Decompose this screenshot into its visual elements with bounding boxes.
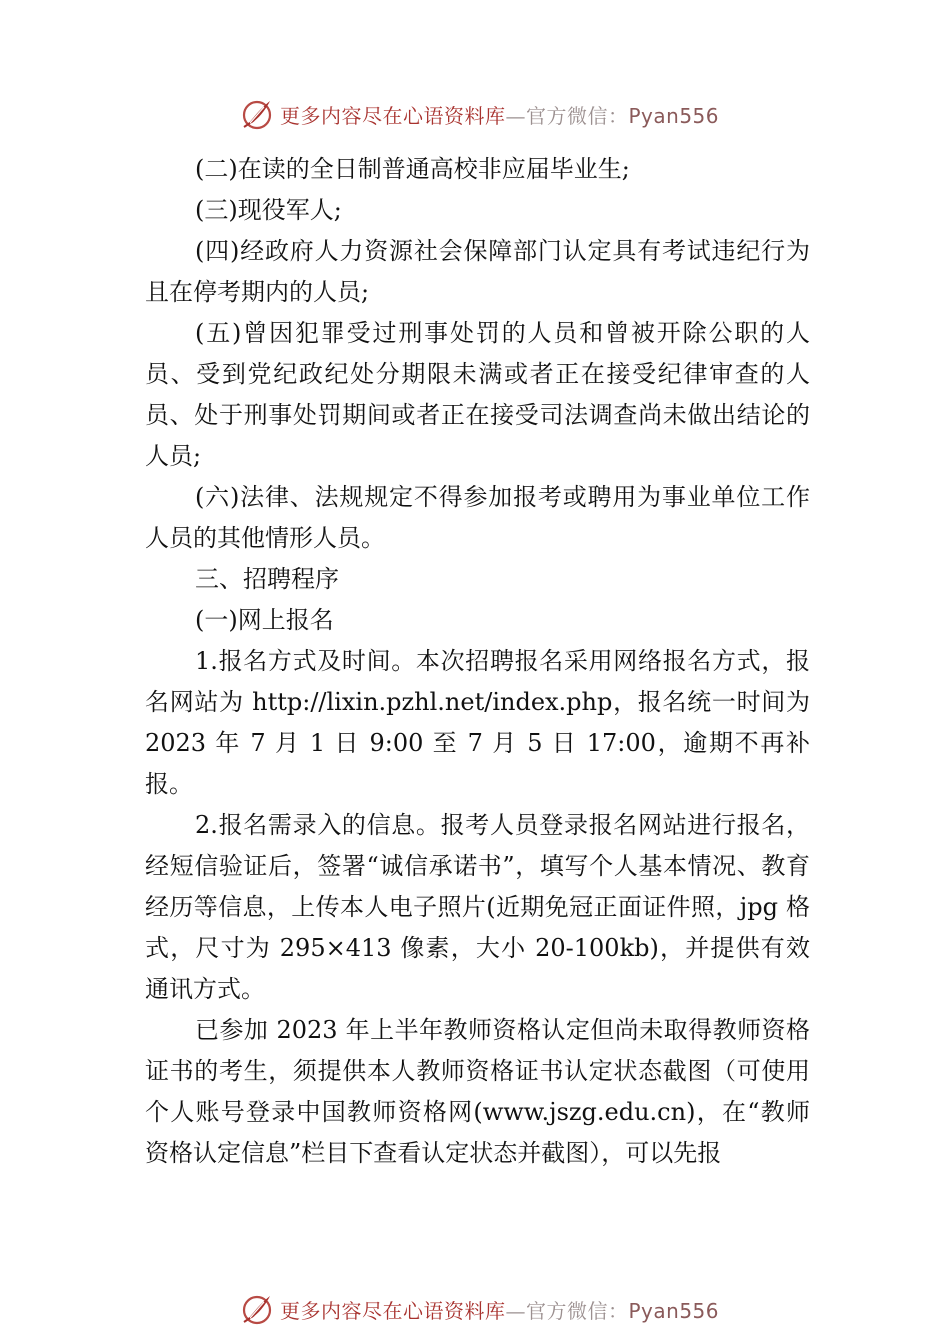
watermark-wechat-id: Pyan556: [628, 103, 720, 128]
paragraph-teacher-qualification: 已参加 2023 年上半年教师资格认定但尚未取得教师资格证书的考生，须提供本人教师资格证书认定状态截图（可使用个人账号登录中国教师资格网(www.jszg.edu.cn)，在“教师资格认定信息”栏目下查看认定状态并截图），可以先报: [145, 1016, 810, 1167]
footer-watermark: [240, 1292, 719, 1326]
paragraph-registration-info: 2.报名需录入的信息。报考人员登录报名网站进行报名，经短信验证后，签署“诚信承诺书”，填写个人基本情况、教育经历等信息，上传本人电子照片(近期免冠正面证件照，jpg 格式，尺寸为 295×413 像素，大小 20-100kb)，并提供有效通讯方式。: [145, 811, 810, 1003]
watermark-brand: 更多内容尽在心语资料库: [280, 1298, 506, 1323]
paragraph-registration-method: 1.报名方式及时间。本次招聘报名采用网络报名方式，报名网站为 http://lixin.pzhl.net/index.php，报名统一时间为 2023 年 7 月 1 日 9:00 至 7 月 5 日 17:00，逾期不再补报。: [145, 647, 810, 798]
watermark-brand: 更多内容尽在心语资料库: [280, 103, 506, 128]
subsection-heading-online-registration: (一)网上报名: [195, 606, 334, 634]
watermark-label: 官方微信：: [526, 1298, 629, 1323]
paragraph-item-6: (六)法律、法规规定不得参加报考或聘用为事业单位工作人员的其他情形人员。: [145, 483, 810, 552]
paragraph-item-3: (三)现役军人;: [195, 196, 342, 224]
document-body: [145, 149, 810, 1174]
watermark-dash: —: [505, 103, 526, 128]
section-heading-recruitment-procedure: 三、招聘程序: [195, 565, 339, 593]
paragraph-item-2: (二)在读的全日制普通高校非应届毕业生;: [195, 155, 630, 183]
paragraph-item-4: (四)经政府人力资源社会保障部门认定具有考试违纪行为且在停考期内的人员;: [145, 237, 810, 306]
watermark-label: 官方微信：: [526, 103, 629, 128]
paragraph-item-5: (五)曾因犯罪受过刑事处罚的人员和曾被开除公职的人员、受到党纪政纪处分期限未满或者正在接受纪律审查的人员、处于刑事处罚期间或者正在接受司法调查尚未做出结论的人员;: [145, 319, 810, 470]
quill-logo-icon: [240, 1292, 274, 1326]
watermark-text: [280, 100, 719, 129]
quill-logo-icon: [240, 97, 274, 131]
watermark-dash: —: [505, 1298, 526, 1323]
watermark-wechat-id: Pyan556: [628, 1298, 720, 1323]
header-watermark: [240, 97, 719, 131]
watermark-text: [280, 1295, 719, 1324]
